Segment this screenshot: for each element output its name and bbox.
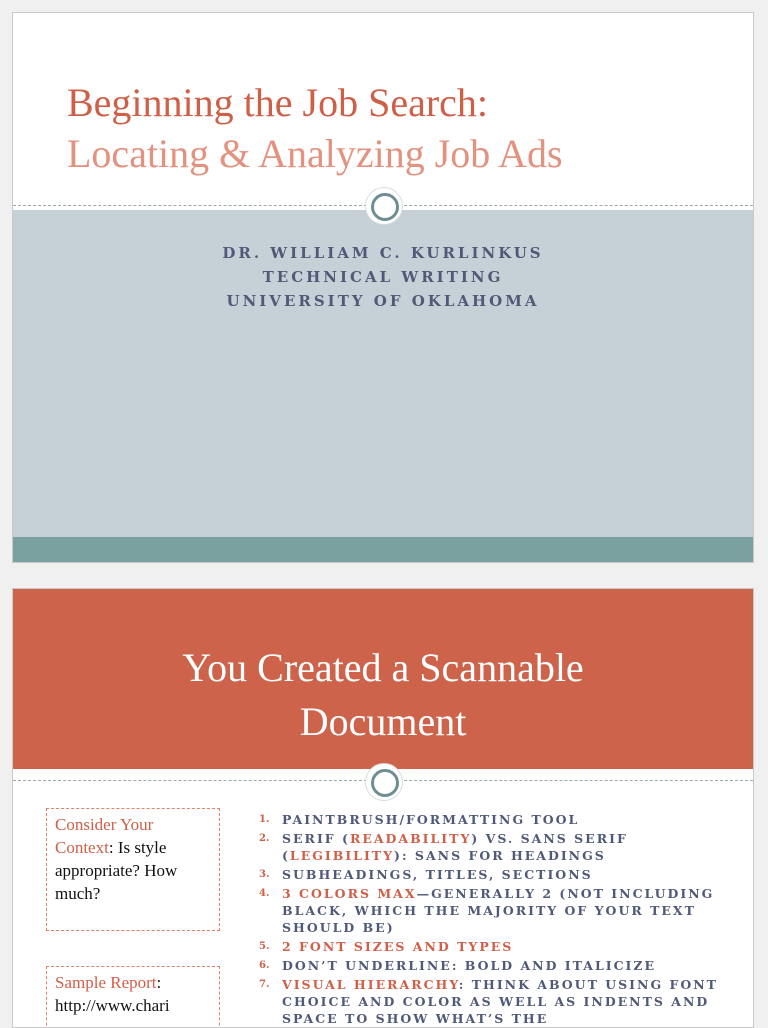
list-item [259, 866, 739, 883]
list-item-highlight: LEGIBILITY [289, 848, 395, 863]
institution-name: UNIVERSITY OF OKLAHOMA [226, 292, 540, 310]
list-item-highlight: 3 COLORS MAX [282, 886, 417, 901]
footer-band [13, 537, 753, 563]
list-item-text: —GENERALLY 2 (NOT INCLUDING BLACK, WHICH THE MAJORITY OF YOUR TEXT SHOULD BE) [282, 886, 715, 935]
list-number: 2. [259, 833, 270, 844]
list-item [259, 957, 739, 974]
list-item-text: ): SANS FOR HEADINGS [394, 848, 606, 863]
list-item-text: DON’T UNDERLINE: BOLD AND ITALICIZE [282, 958, 657, 973]
list-item-text: SUBHEADINGS, TITLES, SECTIONS [282, 867, 593, 882]
list-item-highlight: 2 FONT SIZES AND TYPES [282, 939, 514, 954]
list-number: 4. [259, 888, 270, 899]
list-number: 3. [259, 869, 270, 880]
list-number: 1. [259, 814, 270, 825]
list-item-highlight: VISUAL HIERARCHY [282, 977, 459, 992]
subtitle-block [13, 241, 753, 313]
course-name: TECHNICAL WRITING [262, 268, 504, 286]
list-item [259, 976, 739, 1027]
list-item [259, 938, 739, 955]
list-number: 6. [259, 960, 270, 971]
slide-heading [13, 641, 753, 749]
formatting-tips-list [259, 811, 739, 1028]
list-item [259, 830, 739, 864]
ring-ornament-icon [365, 187, 403, 225]
slide-scannable-document [12, 588, 754, 1028]
heading-line-2: Document [299, 699, 467, 744]
list-item-text: PAINTBRUSH/FORMATTING TOOL [282, 812, 580, 827]
callout-text: : Is style appropriate? How much? [55, 838, 178, 903]
heading-line-1: You Created a Scannable [182, 645, 584, 690]
author-name: DR. WILLIAM C. KURLINKUS [222, 244, 544, 262]
slide-title [12, 12, 754, 563]
list-item-highlight: READABILITY [349, 831, 472, 846]
list-item-text: : THINK ABOUT USING FONT CHOICE AND COLOR AS WELL AS INDENTS AND SPACE TO SHOW WHAT’S THE [282, 977, 718, 1026]
slide-title-heading [67, 79, 563, 181]
list-number: 7. [259, 979, 270, 990]
list-item-text: SERIF ( [282, 831, 350, 846]
callout-highlight: Sample Report [55, 973, 157, 992]
list-item [259, 885, 739, 936]
title-line-2: Locating & Analyzing Job Ads [67, 131, 563, 176]
callout-sample-report [46, 966, 220, 1028]
callout-text: : http://www.chari [55, 973, 170, 1015]
title-line-1: Beginning the Job Search: [67, 80, 489, 125]
ring-ornament-icon [365, 763, 403, 801]
list-number: 5. [259, 941, 270, 952]
list-item-text: ) VS. SANS SERIF ( [282, 831, 628, 863]
list-item [259, 811, 739, 828]
callout-consider-context [46, 808, 220, 931]
callout-highlight: Consider Your Context [55, 815, 154, 857]
